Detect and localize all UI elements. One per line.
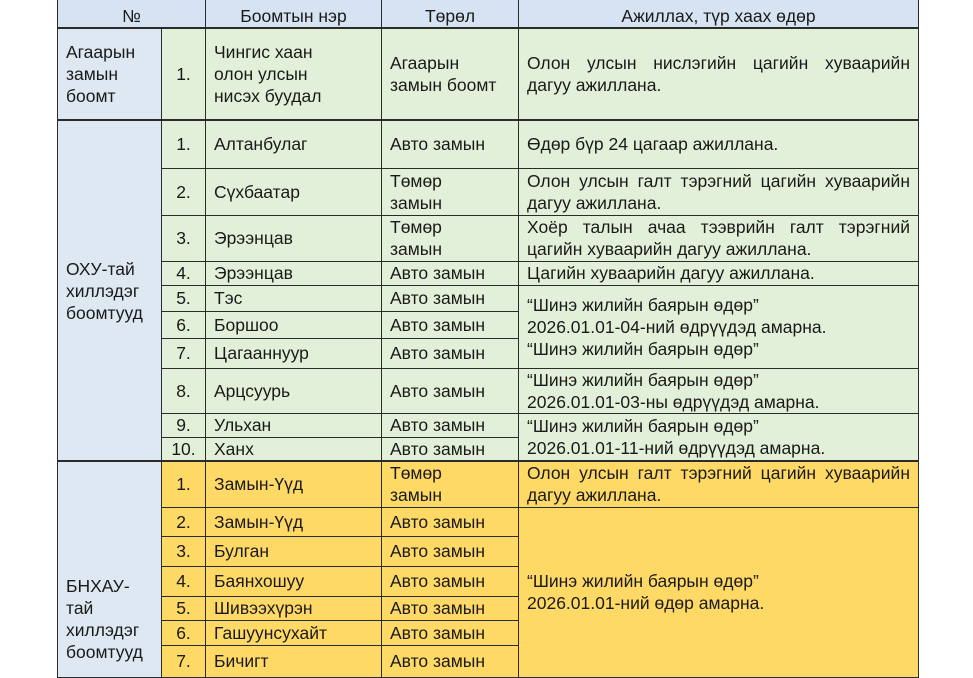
header-schedule: Ажиллах, түр хаах өдөр bbox=[519, 0, 919, 28]
checkpoint-type: Авто замын bbox=[382, 507, 519, 536]
checkpoint-type: Агаарын замын боомт bbox=[382, 28, 519, 120]
checkpoint-name: Сүхбаатар bbox=[206, 168, 382, 215]
checkpoint-name: Ханх bbox=[206, 437, 382, 461]
checkpoint-type: Төмөр замын bbox=[382, 461, 519, 507]
border-checkpoints-table bbox=[57, 0, 919, 678]
row-number: 2. bbox=[162, 507, 206, 536]
schedule: Олон улсын галт тэрэгний цагийн хуваарийн дагуу ажиллана. bbox=[519, 461, 919, 507]
row-number: 8. bbox=[162, 368, 206, 413]
table-row bbox=[58, 120, 919, 168]
schedule: Цагийн хуваарийн дагуу ажиллана. bbox=[519, 261, 919, 285]
checkpoint-name: Замын-Үүд bbox=[206, 507, 382, 536]
row-number: 6. bbox=[162, 311, 206, 338]
checkpoint-name: Арцсуурь bbox=[206, 368, 382, 413]
table-row bbox=[58, 215, 919, 261]
row-number: 2. bbox=[162, 168, 206, 215]
checkpoint-type: Авто замын bbox=[382, 413, 519, 437]
header-name: Боомтын нэр bbox=[206, 0, 382, 28]
row-number: 9. bbox=[162, 413, 206, 437]
row-number: 7. bbox=[162, 645, 206, 677]
checkpoint-type: Авто замын bbox=[382, 566, 519, 596]
row-number: 7. bbox=[162, 338, 206, 368]
schedule: Өдөр бүр 24 цагаар ажиллана. bbox=[519, 120, 919, 168]
checkpoint-name: Тэс bbox=[206, 285, 382, 311]
schedule: Олон улсын нислэгийн цагийн хуваарийн дагуу ажиллана. bbox=[519, 28, 919, 120]
checkpoint-type: Авто замын bbox=[382, 120, 519, 168]
schedule: Олон улсын галт тэрэгний цагийн хуваарийн дагуу ажиллана. bbox=[519, 168, 919, 215]
group-russia: ОХУ-тай хиллэдэг боомтууд bbox=[58, 120, 162, 461]
checkpoint-name: Боршоо bbox=[206, 311, 382, 338]
row-number: 3. bbox=[162, 536, 206, 566]
group-air: Агаарын замын боомт bbox=[58, 28, 162, 120]
checkpoint-name: Баянхошуу bbox=[206, 566, 382, 596]
checkpoint-type: Авто замын bbox=[382, 311, 519, 338]
header-type: Төрөл bbox=[382, 0, 519, 28]
table-row bbox=[58, 28, 919, 120]
table-row bbox=[58, 261, 919, 285]
schedule: “Шинэ жилийн баярын өдөр” 2026.01.01-03-ны өдрүүдэд амарна. bbox=[519, 368, 919, 413]
checkpoint-name: Алтанбулаг bbox=[206, 120, 382, 168]
checkpoint-type: Төмөр замын bbox=[382, 215, 519, 261]
checkpoint-name: Шивээхүрэн bbox=[206, 596, 382, 620]
schedule: “Шинэ жилийн баярын өдөр” 2026.01.01-11-ний өдрүүдэд амарна. bbox=[519, 413, 919, 461]
checkpoint-type: Авто замын bbox=[382, 536, 519, 566]
checkpoint-type: Төмөр замын bbox=[382, 168, 519, 215]
checkpoint-name: Эрээнцав bbox=[206, 261, 382, 285]
checkpoint-type: Авто замын bbox=[382, 437, 519, 461]
table-row bbox=[58, 368, 919, 413]
table-row bbox=[58, 168, 919, 215]
table-row bbox=[58, 413, 919, 437]
checkpoint-type: Авто замын bbox=[382, 261, 519, 285]
checkpoint-name: Замын-Үүд bbox=[206, 461, 382, 507]
checkpoint-name: Бичигт bbox=[206, 645, 382, 677]
row-number: 10. bbox=[162, 437, 206, 461]
checkpoint-name: Чингис хаан олон улсын нисэх буудал bbox=[206, 28, 382, 120]
table-row bbox=[58, 507, 919, 536]
table-row bbox=[58, 461, 919, 507]
checkpoint-type: Авто замын bbox=[382, 285, 519, 311]
checkpoint-name: Цагааннуур bbox=[206, 338, 382, 368]
schedule: “Шинэ жилийн баярын өдөр” 2026.01.01-04-ний өдрүүдэд амарна. “Шинэ жилийн баярын өдөр” bbox=[519, 285, 919, 368]
row-number: 4. bbox=[162, 261, 206, 285]
checkpoint-type: Авто замын bbox=[382, 645, 519, 677]
checkpoint-type: Авто замын bbox=[382, 620, 519, 645]
row-number: 3. bbox=[162, 215, 206, 261]
checkpoint-name: Эрээнцав bbox=[206, 215, 382, 261]
checkpoint-name: Ульхан bbox=[206, 413, 382, 437]
checkpoint-type: Авто замын bbox=[382, 338, 519, 368]
schedule: Хоёр талын ачаа тээврийн галт тэрэгний цагийн хуваарийн дагуу ажиллана. bbox=[519, 215, 919, 261]
row-number: 1. bbox=[162, 461, 206, 507]
row-number: 4. bbox=[162, 566, 206, 596]
schedule: “Шинэ жилийн баярын өдөр” 2026.01.01-ний өдөр амарна. bbox=[519, 507, 919, 677]
checkpoint-name: Гашуунсухайт bbox=[206, 620, 382, 645]
checkpoint-type: Авто замын bbox=[382, 596, 519, 620]
row-number: 1. bbox=[162, 120, 206, 168]
table-row bbox=[58, 285, 919, 311]
group-china: БНХАУ- тай хиллэдэг боомтууд bbox=[58, 461, 162, 677]
checkpoint-name: Булган bbox=[206, 536, 382, 566]
checkpoint-type: Авто замын bbox=[382, 368, 519, 413]
row-number: 6. bbox=[162, 620, 206, 645]
row-number: 5. bbox=[162, 596, 206, 620]
header-number: № bbox=[58, 0, 206, 28]
header-row bbox=[58, 0, 919, 28]
row-number: 1. bbox=[162, 28, 206, 120]
row-number: 5. bbox=[162, 285, 206, 311]
